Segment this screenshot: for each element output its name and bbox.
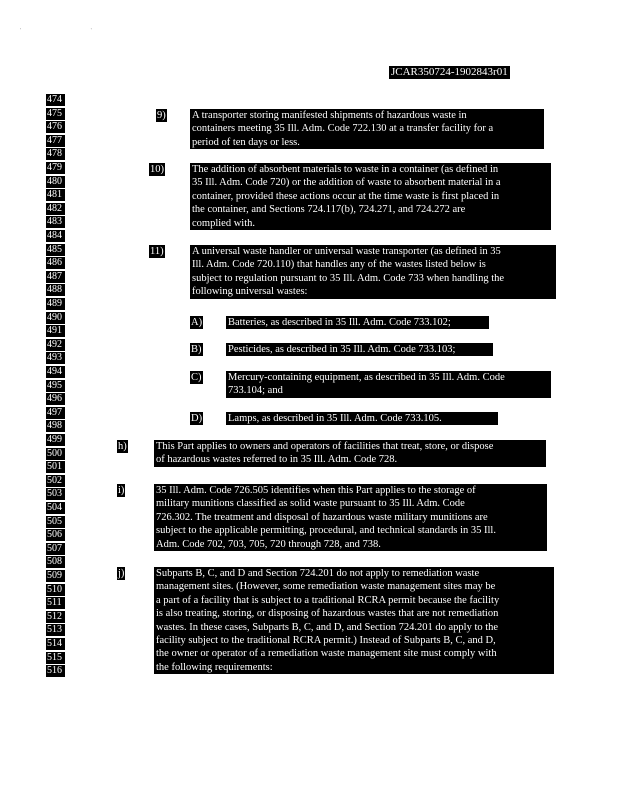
item-label: B) [191,344,202,355]
line-number: 508 [46,556,65,568]
line-number: 483 [46,216,65,228]
paragraph [154,440,546,467]
text-line: Adm. Code 702, 703, 705, 720 through 728, and 738. [156,538,381,550]
text-line: 733.104; and [228,385,283,397]
line-number: 480 [46,176,65,188]
paragraph [226,343,493,356]
line-number: 486 [46,257,65,269]
text-line: Pesticides, as described in 35 Ill. Adm. Code 733.103; [228,344,456,355]
line-number: 481 [46,189,65,201]
line-number: 490 [46,312,65,324]
text-line: Batteries, as described in 35 Ill. Adm. Code 733.102; [228,317,451,328]
line-number: 489 [46,298,65,310]
item-label: j) [118,568,125,579]
line-number: 476 [46,121,65,133]
line-number: 510 [46,584,65,596]
text-line: of hazardous wastes referred to in 35 Ill. Adm. Code 728. [156,454,398,466]
line-number: 491 [46,325,65,337]
text-line: a part of a facility that is subject to a traditional RCRA permit because the facility [156,594,500,606]
line-number: 475 [46,108,65,120]
document-id: JCAR350724-1902843r01 [391,66,508,78]
text-line: 726.302. The treatment and disposal of hazardous waste military munitions are [156,511,488,523]
text-line: is also treating, storing, or disposing of hazardous wastes that are not remediation [156,608,499,620]
line-number: 502 [46,475,65,487]
text-line: complied with. [192,217,255,229]
item-label: D) [191,413,203,424]
line-number: 504 [46,502,65,514]
paragraph [226,316,489,329]
paragraph [154,484,547,551]
line-number: 494 [46,366,65,378]
text-line: The addition of absorbent materials to waste in a container (as defined in [192,164,499,175]
item-label: i) [118,485,125,496]
line-number: 506 [46,529,65,541]
line-number: 496 [46,393,65,405]
line-number: 516 [46,665,65,677]
line-number: 503 [46,488,65,500]
text-line: period of ten days or less. [192,136,300,148]
line-number: 484 [46,230,65,242]
scan-specks: ' ' [20,28,126,34]
line-number: 478 [46,148,65,160]
text-line: Lamps, as described in 35 Ill. Adm. Code 733.105. [228,413,442,424]
line-number: 513 [46,624,65,636]
line-number: 474 [46,94,65,106]
line-number: 515 [46,652,65,664]
text-line: military munitions classified as solid waste pursuant to 35 Ill. Adm. Code [156,498,465,510]
line-number: 495 [46,380,65,392]
line-number: 477 [46,135,65,147]
text-line: the container, and Sections 724.117(b), 724.271, and 724.272 are [192,204,466,216]
item-label: C) [191,372,202,383]
text-line: A universal waste handler or universal waste transporter (as defined in 35 [192,246,501,257]
item-label: 9) [157,110,166,121]
line-number: 493 [46,352,65,364]
text-line: facility subject to the traditional RCRA permit.) Instead of Subparts B, C, and D, [156,635,496,647]
text-line: This Part applies to owners and operators of facilities that treat, store, or dispose [156,441,494,452]
text-line: the following requirements: [156,661,273,673]
line-number: 487 [46,271,65,283]
paragraph [190,245,556,299]
paragraph [154,567,554,674]
line-number: 497 [46,407,65,419]
text-line: following universal wastes: [192,286,308,298]
text-line: containers meeting 35 Ill. Adm. Code 722.130 at a transfer facility for a [192,123,494,135]
text-line: 35 Ill. Adm. Code 726.505 identifies when this Part applies to the storage of [156,485,476,496]
text-line: subject to the applicable permitting, procedural, and technical standards in 35 Ill. [156,525,496,537]
line-number: 509 [46,570,65,582]
text-line: Ill. Adm. Code 720.110) that handles any of the wastes listed below is [192,259,486,271]
line-number: 482 [46,203,65,215]
paragraph [190,109,544,149]
line-number: 514 [46,638,65,650]
line-number: 485 [46,244,65,256]
text-line: the owner or operator of a remediation waste management site must comply with [156,648,497,660]
item-label: h) [118,441,127,452]
item-label: 11) [150,246,164,257]
text-line: subject to regulation pursuant to 35 Ill. Adm. Code 733 when handling the [192,272,505,284]
line-number: 512 [46,611,65,623]
text-line: 35 Ill. Adm. Code 720) or the addition of waste to absorbent material in a [192,177,501,189]
line-number: 488 [46,284,65,296]
paragraph [190,163,551,230]
line-number: 492 [46,339,65,351]
item-label: A) [191,317,203,328]
line-number: 479 [46,162,65,174]
paragraph [226,412,498,425]
line-number: 501 [46,461,65,473]
line-number: 511 [46,597,65,609]
paragraph [226,371,551,398]
line-number: 498 [46,420,65,432]
line-number: 499 [46,434,65,446]
line-number: 507 [46,543,65,555]
text-line: Subparts B, C, and D and Section 724.201 do not apply to remediation waste [156,568,480,579]
text-line: A transporter storing manifested shipments of hazardous waste in [192,110,467,121]
text-line: container, provided these actions occur at the time waste is first placed in [192,190,500,202]
line-number: 500 [46,448,65,460]
line-number: 505 [46,516,65,528]
text-line: Mercury-containing equipment, as described in 35 Ill. Adm. Code [228,372,505,383]
text-line: management sites. (However, some remediation waste management sites may be [156,581,496,593]
item-label: 10) [150,164,164,175]
text-line: wastes. In these cases, Subparts B, C, and D, and Section 724.201 do apply to the [156,621,499,633]
